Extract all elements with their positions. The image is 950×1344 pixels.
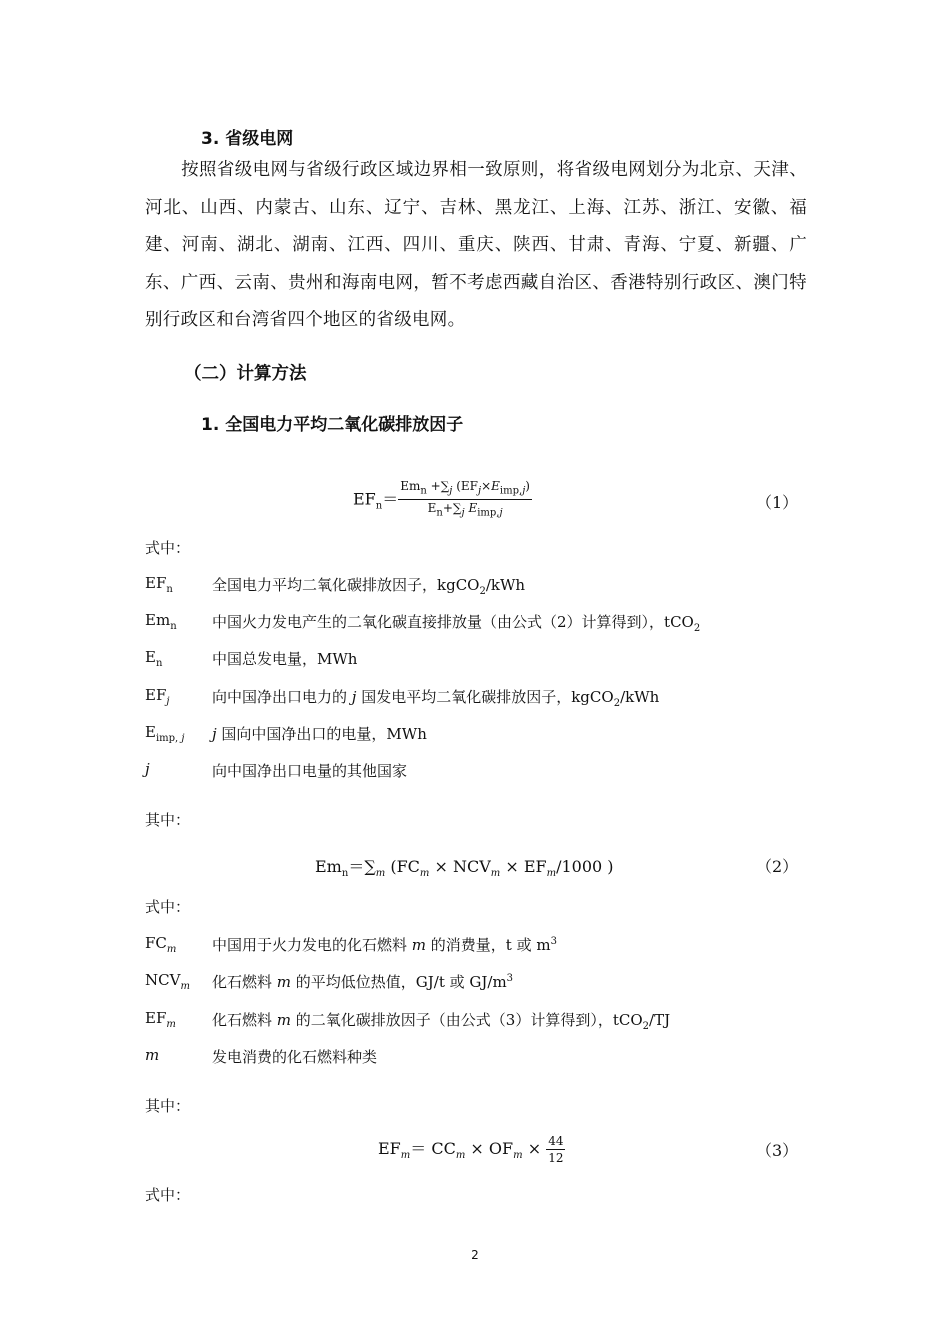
where-label-1: 式中： (145, 539, 191, 557)
var-term-eimp: $E_{imp, j}$ (145, 723, 185, 744)
var-def-emn: 中国火力发电产生的二氧化碳直接排放量（由公式（2）计算得到），tCO$_2$ (212, 613, 701, 634)
var-def-eimp: j 国向中国净出口的电量，MWh (212, 725, 427, 743)
var-term-efn: $EF_n$ (145, 574, 173, 595)
equation-1-number: （1） (756, 493, 799, 512)
among-label-1: 其中： (145, 811, 191, 829)
equation-3-number: （3） (756, 1141, 799, 1160)
page-number: 2 (471, 1248, 479, 1262)
subheading-national-factor: 1. 全国电力平均二氧化碳排放因子 (201, 415, 464, 435)
var-def-efm: 化石燃料 m 的二氧化碳排放因子（由公式（3）计算得到），tCO$_2$/TJ (212, 1011, 671, 1032)
var-term-emn: $Em_n$ (145, 611, 177, 632)
among-label-2: 其中： (145, 1097, 191, 1115)
var-def-efj: 向中国净出口电力的 j 国发电平均二氧化碳排放因子，kgCO$_2$/kWh (212, 688, 660, 709)
where-label-3: 式中： (145, 1186, 191, 1204)
var-def-fcm: 中国用于火力发电的化石燃料 m 的消费量，t 或 $m^3$ (212, 936, 557, 954)
where-label-2: 式中： (145, 898, 191, 916)
section-heading-method: （二）计算方法 (184, 364, 307, 384)
var-term-j: j (145, 760, 150, 778)
var-term-m: m (145, 1046, 160, 1064)
var-def-m: 发电消费的化石燃料种类 (212, 1048, 378, 1066)
var-def-en: 中国总发电量，MWh (212, 650, 358, 668)
equation-1: $EF_n=$ $\frac{Em_n +\sum_j (EF_j\times E_{imp,j})}{E_n+\sum_j E_{imp,j}}$ (353, 479, 530, 519)
equation-2-number: （2） (756, 857, 799, 876)
equation-2: $Em_n=\sum_m$ ($FC_m \times NCV_m \times EF_m/1000$ ) (315, 857, 614, 880)
provincial-grid-paragraph (145, 152, 807, 340)
var-term-efm: $EF_m$ (145, 1009, 176, 1030)
var-term-en: $E_n$ (145, 648, 163, 669)
var-term-efj: $EF_j$ (145, 686, 170, 707)
var-def-j: 向中国净出口电量的其他国家 (212, 762, 408, 780)
var-def-efn: 全国电力平均二氧化碳排放因子，kgCO$_2$/kWh (212, 576, 526, 597)
provincial-grid-text: 按照省级电网与省级行政区域边界相一致原则，将省级电网划分为北京、天津、河北、山西、内蒙古、山东、辽宁、吉林、黑龙江、上海、江苏、浙江、安徽、福建、河南、湖北、湖南、江西、四川、重庆、陕西、甘肃、青海、宁夏、新疆、广东、广西、云南、贵州和海南电网，暂不考虑西藏自治区、香港特别行政区、澳门特别行政区和台湾省四个地区的省级电网。 (145, 160, 807, 330)
var-term-ncvm: $NCV_m$ (145, 971, 190, 992)
var-term-fcm: $FC_m$ (145, 934, 177, 955)
section-heading-provincial-grid: 3. 省级电网 (201, 129, 294, 149)
var-def-ncvm: 化石燃料 m 的平均低位热值，GJ/t 或 $GJ/m^3$ (212, 973, 514, 991)
equation-3: $EF_m= CC_m \times OF_m$ × $\frac{44}{12}$ (378, 1134, 564, 1165)
